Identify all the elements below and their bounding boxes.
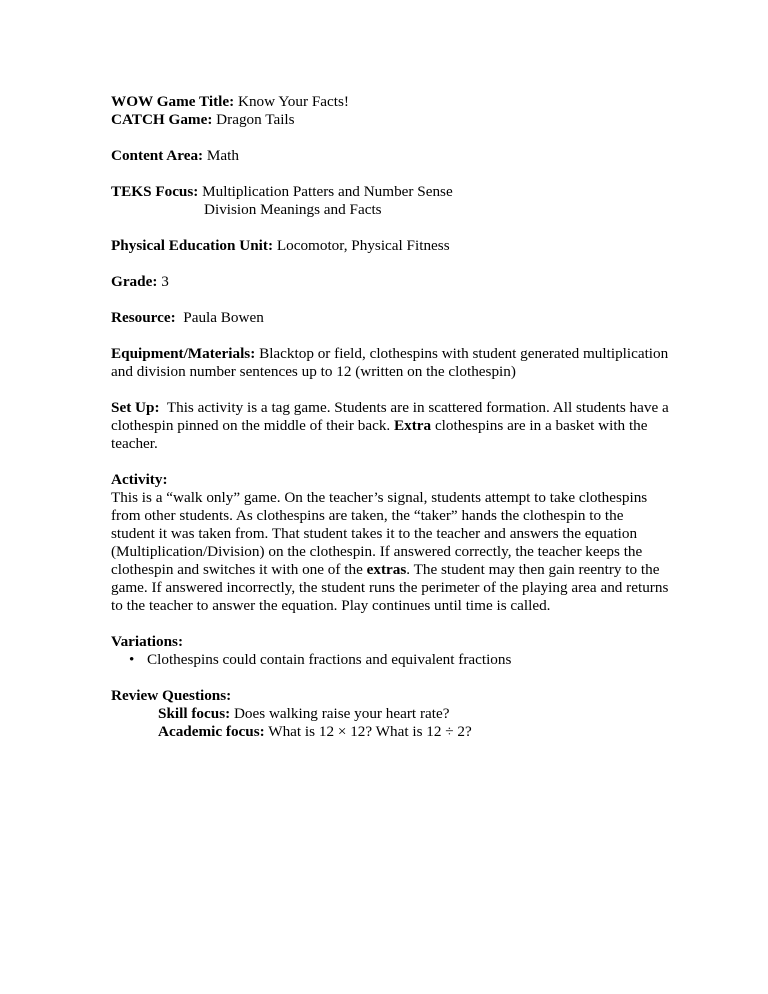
activity-label: Activity: bbox=[111, 471, 168, 488]
wow-title-value: Know Your Facts! bbox=[237, 93, 349, 110]
activity-bold-extras: extras bbox=[366, 561, 407, 578]
content-area-value: Math bbox=[206, 147, 239, 164]
pe-unit-line bbox=[111, 237, 671, 255]
review-heading bbox=[111, 687, 671, 705]
skill-focus-text: Does walking raise your heart rate? bbox=[233, 705, 450, 722]
activity-text-1: This is a “walk only” game. On the teacher’s signal, students attempt to take clothespins from other students. As clothespins are taken, the “taker” hands the clothespin to the student it was taken from. That student takes it to the teacher and answers the equation (Multiplication/Division) on the clothespin. If answered correctly, the teacher keeps the clothespin and switches it with one of the bbox=[111, 489, 648, 578]
academic-focus-line bbox=[111, 723, 671, 741]
activity-heading bbox=[111, 471, 671, 489]
variations-list bbox=[111, 651, 671, 669]
skill-focus-line bbox=[111, 705, 671, 723]
grade-line bbox=[111, 273, 671, 291]
academic-focus-label: Academic focus: bbox=[158, 723, 265, 740]
list-item bbox=[111, 651, 671, 669]
wow-title-label: WOW Game Title: bbox=[111, 93, 235, 110]
lesson-document bbox=[111, 93, 671, 741]
teks-focus-label: TEKS Focus: bbox=[111, 183, 199, 200]
variations-heading bbox=[111, 633, 671, 651]
activity-paragraph bbox=[111, 489, 671, 615]
skill-focus-label: Skill focus: bbox=[158, 705, 231, 722]
teks-focus-value-2: Division Meanings and Facts bbox=[204, 201, 382, 218]
grade-label: Grade: bbox=[111, 273, 158, 290]
teks-focus-line-2 bbox=[111, 201, 671, 219]
equipment-value: Blacktop or field, clothespins with student generated multiplication and division number sentences up to 12 (written on the clothespin) bbox=[111, 345, 669, 380]
content-area-line bbox=[111, 147, 671, 165]
wow-title-line bbox=[111, 93, 671, 111]
bullet-icon: • bbox=[129, 651, 135, 668]
pe-unit-label: Physical Education Unit: bbox=[111, 237, 274, 254]
catch-game-line bbox=[111, 111, 671, 129]
academic-focus-text: What is 12 × 12? What is 12 ÷ 2? bbox=[268, 723, 472, 740]
pe-unit-value: Locomotor, Physical Fitness bbox=[276, 237, 450, 254]
resource-value: Paula Bowen bbox=[183, 309, 264, 326]
variation-text: Clothespins could contain fractions and equivalent fractions bbox=[147, 651, 512, 668]
content-area-label: Content Area: bbox=[111, 147, 204, 164]
catch-game-label: CATCH Game: bbox=[111, 111, 213, 128]
teks-focus-line bbox=[111, 183, 671, 201]
setup-text-2: clothespins are in a basket with the teacher. bbox=[111, 417, 648, 452]
setup-paragraph bbox=[111, 399, 671, 453]
setup-text-1: This activity is a tag game. Students are in scattered formation. All students have a clothespin pinned on the middle of their back. bbox=[111, 399, 669, 434]
review-label: Review Questions: bbox=[111, 687, 232, 704]
activity-text-2: . The student may then gain reentry to the game. If answered incorrectly, the student runs the perimeter of the playing area and returns to the teacher to answer the equation. Play continues until time is called. bbox=[111, 561, 669, 614]
variations-label: Variations: bbox=[111, 633, 184, 650]
setup-label: Set Up: bbox=[111, 399, 160, 416]
resource-label: Resource: bbox=[111, 309, 176, 326]
resource-line bbox=[111, 309, 671, 327]
grade-value: 3 bbox=[161, 273, 169, 290]
equipment-paragraph bbox=[111, 345, 671, 381]
setup-bold-extra: Extra bbox=[394, 417, 432, 434]
teks-focus-value-1: Multiplication Patters and Number Sense bbox=[202, 183, 453, 200]
equipment-label: Equipment/Materials: bbox=[111, 345, 256, 362]
catch-game-value: Dragon Tails bbox=[216, 111, 295, 128]
